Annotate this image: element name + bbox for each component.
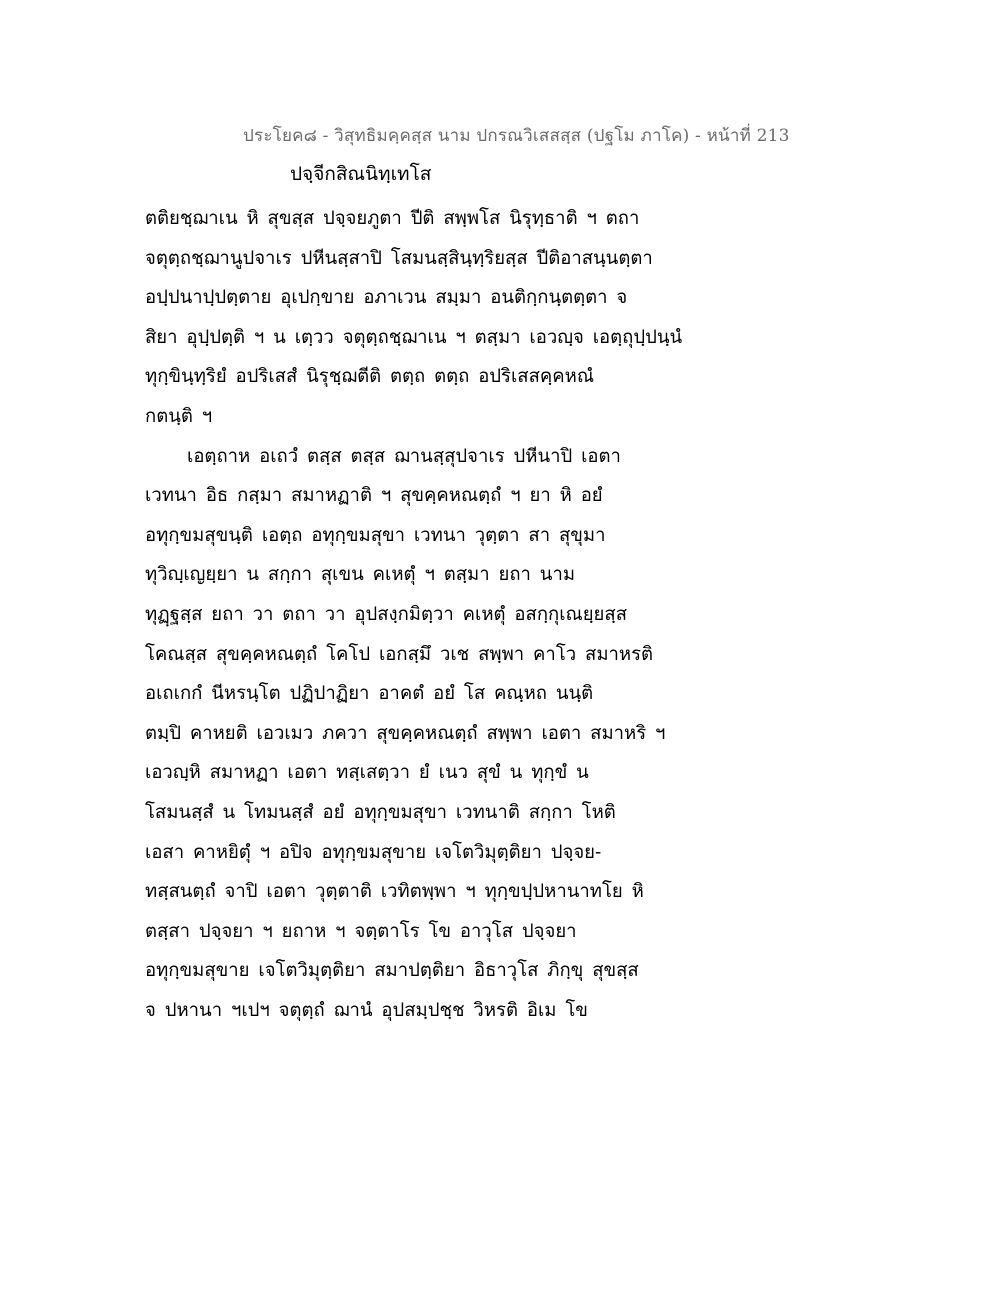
text-line: อเถเกกํ นีหรนฺโต ปฏิปาฏิยา อาคตํ อยํ โส คณฺหถ นนฺติ [145,683,594,705]
text-line: ตสฺสา ปจฺจยา ฯ ยถาห ฯ จตฺตาโร โข อาวุโส ปจฺจยา [145,920,577,942]
text-line: ทุฏฺฐสฺส ยถา วา ตถา วา อุปสงฺกมิตฺวา คเหตุํ อสกฺกุเณยฺยสฺส [145,603,627,625]
text-line: เอสา คาหยิตุํ ฯ อปิจ อทุกฺขมสุขาย เจโตวิมุตฺติยา ปจฺจย- [145,841,602,863]
text-line: ทสฺสนตฺถํ จาปิ เอตา วุตฺตาติ เวทิตพฺพา ฯ ทุกฺขปฺปหานาทโย หิ [145,881,644,903]
text-line: อทุกฺขมสุขนฺติ เอตฺถ อทุกฺขมสุขา เวทนา วุตฺตา สา สุขุมา [145,524,606,546]
text-line: ทุกฺขินฺทฺริยํ อปริเสสํ นิรุชฺฌตีติ ตตฺถ ตตฺถ อปริเสสคฺคหณํ [145,366,595,388]
page-header: ประโยค๘ - วิสุทธิมคฺคสฺส นาม ปกรณวิเสสสฺส (ปฐโม ภาโค) - หน้าที่ 213 [243,126,790,146]
text-line: สิยา อุปฺปตฺติ ฯ น เตฺวว จตุตฺถชฺฌาเน ฯ ตสฺมา เอวญฺจ เอตฺถุปฺปนฺนํ [145,326,683,348]
paragraph-start-line: เอตฺถาห อเถวํ ตสฺส ตสฺส ฌานสฺสุปจาเร ปหีนาปิ เอตา [187,445,621,467]
text-line: โคณสฺส สุขคฺคหณตฺถํ โคโป เอกสฺมึ วเช สพฺพา คาโว สมาหรติ [145,643,654,665]
text-line: ทุวิญฺเญยฺยา น สกฺกา สุเขน คเหตุํ ฯ ตสฺมา ยถา นาม [145,564,576,586]
text-line: กตนฺติ ฯ [145,405,213,427]
text-line: จตุตฺถชฺฌานูปจาเร ปหีนสฺสาปิ โสมนสฺสินฺทฺริยสฺส ปีติอาสนฺนตฺตา [145,247,653,269]
text-line: อทุกฺขมสุขาย เจโตวิมุตฺติยา สมาปตฺติยา อิธาวุโส ภิกฺขุ สุขสฺส [145,960,639,982]
text-line: จ ปหานา ฯเปฯ จตุตฺถํ ฌานํ อุปสมฺปชฺช วิหรติ อิเม โข [145,999,588,1021]
text-line: โสมนสฺสํ น โทมนสฺสํ อยํ อทุกฺขมสุขา เวทนาติ สกฺกา โหติ [145,801,616,823]
text-line: เวทนา อิธ กสฺมา สมาหฏาติ ฯ สุขคฺคหณตฺถํ ฯ ยา หิ อยํ [145,485,603,507]
text-line: อปฺปนาปฺปตฺตาย อุเปกฺขาย อภาเวน สมฺมา อนติกฺกนฺตตฺตา จ [145,287,628,309]
body-text [145,199,705,1030]
section-title: ปจฺจีกสิณนิทฺเทโส [290,163,432,185]
text-line: ตติยชฺฌาเน หิ สุขสฺส ปจฺจยภูตา ปีติ สพฺพโส นิรุทฺธาติ ฯ ตถา [145,208,640,229]
text-line: ตมฺปิ คาหยติ เอวเมว ภควา สุขคฺคหณตฺถํ สพฺพา เอตา สมาหริ ฯ [145,722,666,744]
text-line: เอวญฺหิ สมาหฏา เอตา ทสฺเสตฺวา ยํ เนว สุขํ น ทุกฺขํ น [145,762,589,784]
